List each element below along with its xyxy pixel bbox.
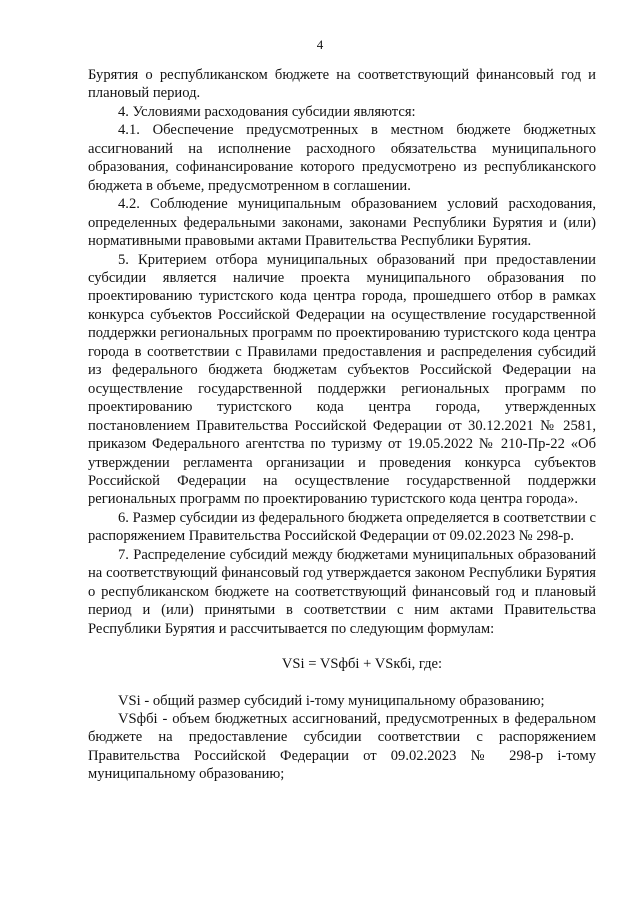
page-number: 4: [316, 37, 324, 52]
document-body: [88, 66, 596, 784]
definition-vsi: VSi - общий размер субсидий i-тому муниципальному образованию;: [118, 692, 545, 709]
paragraph-6: 6. Размер субсидии из федерального бюджета определяется в соответствии с распоряжением Правительства Российской Федерации от 09.02.2023 № 298-р.: [88, 509, 596, 545]
paragraph-4-1: 4.1. Обеспечение предусмотренных в местном бюджете бюджетных ассигнований на исполнение расходного обязательства муниципального образования, софинансирование которого предусмотрено из республиканского бюджета в объеме, предусмотренном в соглашении.: [88, 122, 596, 194]
paragraph-4-2: 4.2. Соблюдение муниципальным образованием условий расходования, определенных федеральными законами, законами Республики Бурятия и (или) нормативными правовыми актами Правительства Республики Бурятия.: [88, 196, 596, 250]
definition-vsfbi: VSфбi - объем бюджетных ассигнований, предусмотренных в федеральном бюджете на предоставление субсидии соответствии с распоряжением Правительства Российской Федерации от 09.02.2023 № 298-р i-тому муниципальному образованию;: [88, 710, 596, 783]
paragraph-continuation: Бурятия о республиканском бюджете на соответствующий финансовый год и плановый период.: [88, 67, 596, 102]
formula: VSi = VSфбi + VSкбi, где:: [281, 656, 443, 673]
paragraph-4: 4. Условиями расходования субсидии являются:: [118, 103, 416, 120]
paragraph-5: 5. Критерием отбора муниципальных образований при предоставлении субсидии является наличие проекта муниципального образования по проектированию туристского кода центра города, прошедшего отбор в рамках конкурса субъектов Российской Федерации на осуществление государственной поддержки региональных программ по проектированию туристского кода центра города в соответствии с Правилами предоставления и распределения субсидий из федерального бюджета бюджетам субъектов Российской Федерации на осуществление государственной поддержки региональных программ по проектированию туристского кода центра города, утвержденных постановлением Правительства Российской Федерации от 30.12.2021 № 2581, приказом Федерального агентства по туризму от 19.05.2022 № 210-Пр-22 «Об утверждении регламента организации и проведения конкурса субъектов Российской Федерации на осуществление государственной поддержки региональных программ по проектированию туристского кода центра города».: [88, 251, 596, 508]
paragraph-7: 7. Распределение субсидий между бюджетами муниципальных образований на соответствующий финансовый год утверждается законом Республики Бурятия о республиканском бюджете на соответствующий финансовый год и плановый период и (или) принятыми в соответствии с ним актами Правительства Республики Бурятия и рассчитывается по следующим формулам:: [88, 546, 596, 637]
